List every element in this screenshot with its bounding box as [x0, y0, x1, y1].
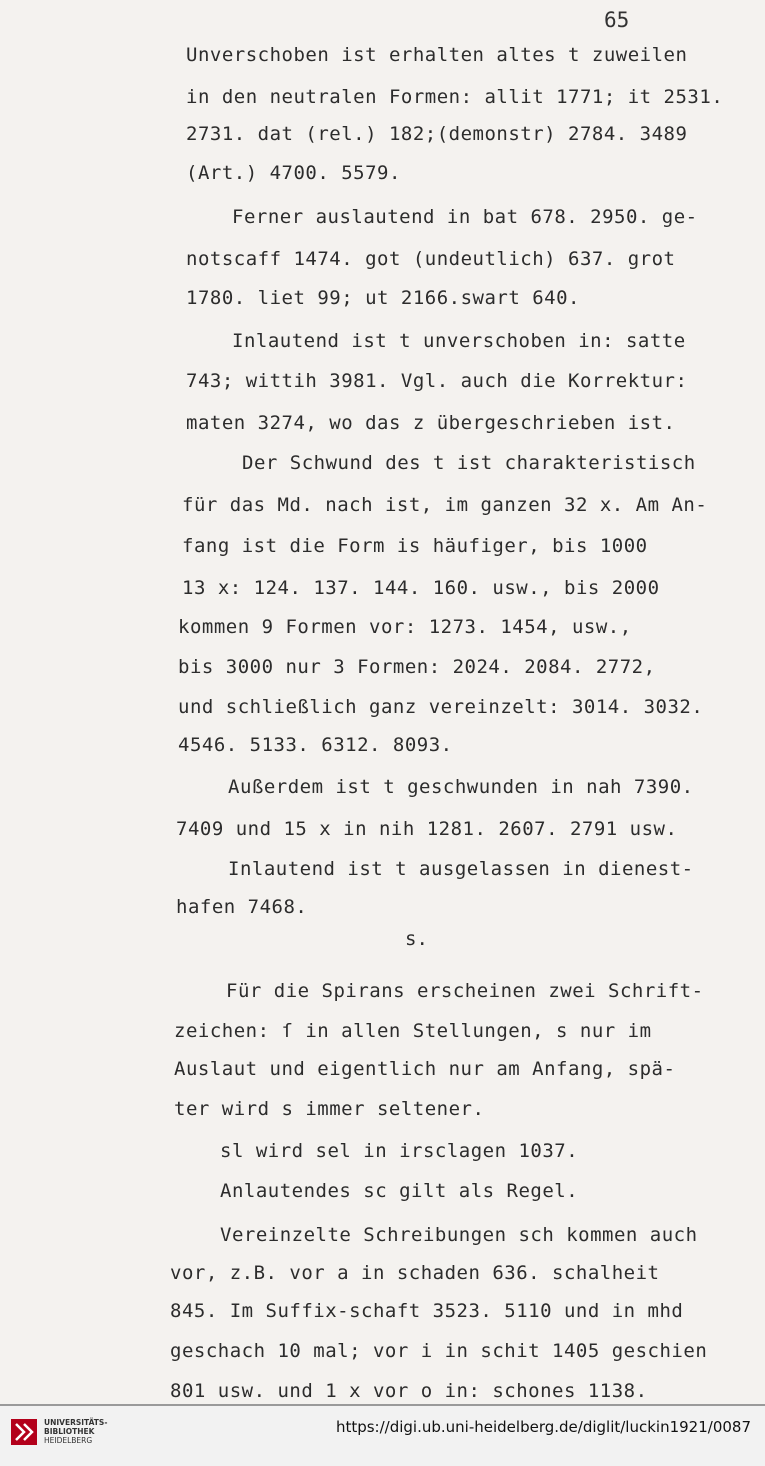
text-line: Unverschoben ist erhalten altes t zuweilen [186, 44, 688, 66]
text-line: maten 3274, wo das z übergeschrieben ist. [186, 412, 676, 434]
text-line: fang ist die Form is häufiger, bis 1000 [182, 535, 648, 557]
viewer-footer [0, 1406, 765, 1466]
text-line: 845. Im Suffix-schaft 3523. 5110 und in mhd [170, 1300, 684, 1322]
permalink-url[interactable]: https://digi.ub.uni-heidelberg.de/diglit/luckin1921/0087 [335, 1418, 751, 1436]
text-line: Der Schwund des t ist charakteristisch [242, 452, 696, 474]
page-number: 65 [604, 8, 630, 32]
text-line: ter wird s immer seltener. [174, 1098, 485, 1120]
institution-line: BIBLIOTHEK [44, 1427, 95, 1436]
text-line: Inlautend ist t unverschoben in: satte [232, 330, 686, 352]
text-line: notscaff 1474. got (undeutlich) 637. grot [186, 248, 676, 270]
text-line: zeichen: ſ in allen Stellungen, s nur im [174, 1020, 652, 1042]
text-line: Außerdem ist t geschwunden in nah 7390. [228, 776, 694, 798]
text-line: Auslaut und eigentlich nur am Anfang, spä- [174, 1058, 676, 1080]
text-line: hafen 7468. [176, 896, 308, 918]
text-line: 7409 und 15 x in nih 1281. 2607. 2791 usw. [176, 818, 678, 840]
institution-name [44, 1418, 107, 1445]
text-line: und schließlich ganz vereinzelt: 3014. 3032. [178, 696, 704, 718]
text-line: 2731. dat (rel.) 182;(demonstr) 2784. 3489 [186, 123, 688, 145]
text-line: 743; wittih 3981. Vgl. auch die Korrektur: [186, 370, 688, 392]
text-line: vor, z.B. vor a in schaden 636. schalheit [170, 1262, 660, 1284]
text-line: Ferner auslautend in bat 678. 2950. ge- [232, 206, 698, 228]
text-line: für das Md. nach ist, im ganzen 32 x. Am An- [182, 494, 708, 516]
text-line: bis 3000 nur 3 Formen: 2024. 2084. 2772, [178, 656, 656, 678]
text-line: 4546. 5133. 6312. 8093. [178, 734, 453, 756]
text-line: Vereinzelte Schreibungen sch kommen auch [220, 1224, 698, 1246]
section-heading: s. [405, 928, 428, 950]
text-line: geschach 10 mal; vor i in schit 1405 geschien [170, 1340, 708, 1362]
institution-line: HEIDELBERG [44, 1436, 93, 1445]
institution-line: UNIVERSITÄTS- [44, 1418, 108, 1427]
text-line: (Art.) 4700. 5579. [186, 162, 401, 184]
text-line: Inlautend ist t ausgelassen in dienest- [228, 858, 694, 880]
university-library-logo-icon [10, 1418, 38, 1446]
text-line: kommen 9 Formen vor: 1273. 1454, usw., [178, 616, 632, 638]
text-line: Anlautendes sc gilt als Regel. [220, 1180, 579, 1202]
text-line: 13 x: 124. 137. 144. 160. usw., bis 2000 [182, 577, 660, 599]
text-line: sl wird sel in irsclagen 1037. [220, 1140, 579, 1162]
text-line: 801 usw. und 1 x vor o in: schones 1138. [170, 1380, 648, 1402]
text-line: in den neutralen Formen: allit 1771; it 2531. [186, 86, 724, 108]
text-line: Für die Spirans erscheinen zwei Schrift- [226, 980, 704, 1002]
text-line: 1780. liet 99; ut 2166.swart 640. [186, 287, 580, 309]
